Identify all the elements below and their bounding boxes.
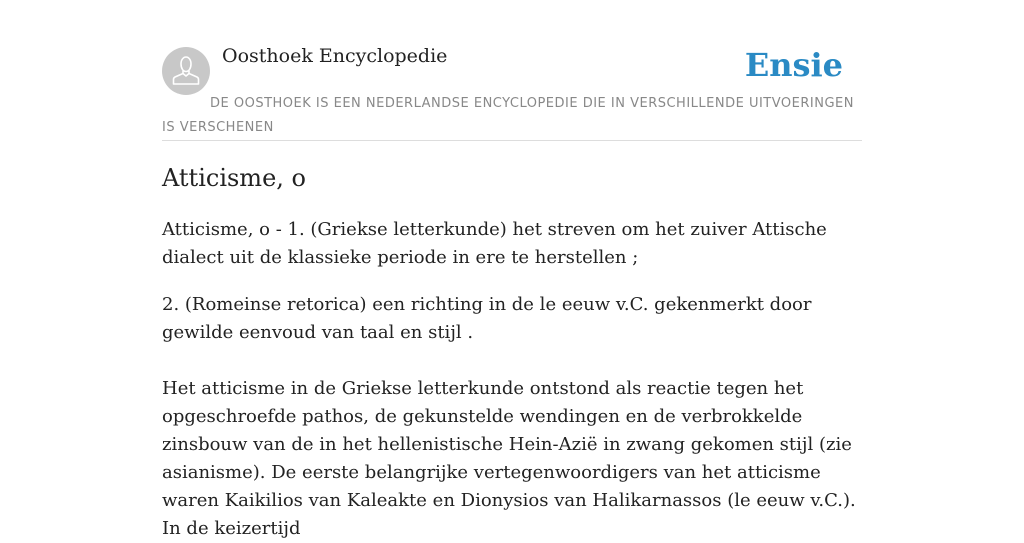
brand-logo-link[interactable]: Ensie bbox=[744, 46, 843, 84]
site-tagline: DE OOSTHOEK IS EEN NEDERLANDSE ENCYCLOPEDIE DIE IN VERSCHILLENDE UITVOERINGEN IS VERSCHENEN bbox=[162, 96, 854, 135]
article-paragraph: 2. (Romeinse retorica) een richting in de le eeuw v.C. gekenmerkt door gewilde eenvoud van taal en stijl . bbox=[162, 294, 812, 343]
page bbox=[162, 0, 862, 539]
site-title[interactable]: Oosthoek Encyclopedie bbox=[222, 45, 448, 67]
article-paragraph: Het atticisme in de Griekse letterkunde ontstond als reactie tegen het opgeschroefde pathos, de gekunstelde wendingen en de verbrokkelde zinsbouw van de in het hellenistische Hein-Azië in zwang gekomen stijl (zie asianisme). De eerste belangrijke vertegenwoordigers van het atticisme waren Kaikilios van Kaleakte en Dionysios van Halikarnassos (le eeuw v.C.). In de keizertijd bbox=[162, 378, 856, 539]
author-avatar[interactable] bbox=[162, 47, 210, 95]
article-paragraph: Atticisme, o - 1. (Griekse letterkunde) het streven om het zuiver Attische dialect uit de klassieke periode in ere te herstellen ; bbox=[162, 219, 827, 268]
article-title: Atticisme, o bbox=[162, 164, 306, 192]
user-silhouette-icon bbox=[162, 47, 210, 95]
site-header bbox=[162, 0, 862, 141]
